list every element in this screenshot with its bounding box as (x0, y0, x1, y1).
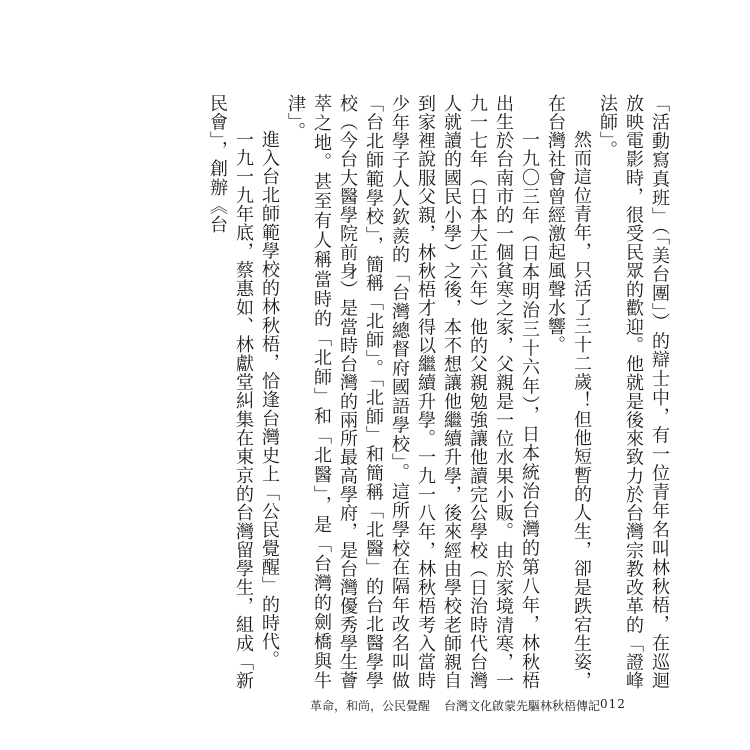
running-chapter-title: 革命，和尚，公民覺醒 (310, 699, 431, 713)
running-book-title: 台灣文化啟蒙先驅林秋梧傳記 (444, 699, 601, 713)
page-footer (0, 697, 750, 717)
paragraph-1: 「活動寫真班」（「美台團」）的辯士中，有一位青年名叫林秋梧，在巡迴放映電影時，很受民眾的歡迎。他就是後來致力於台灣宗教改革的「證峰法師」。 (597, 94, 670, 690)
vertical-text-body (204, 94, 672, 690)
paragraph-4: 進入台北師範學校的林秋梧，恰逢台灣史上「公民覺醒」的時代。 (259, 130, 280, 670)
paragraph-3: 一九〇三年（日本明治三十六年），日本統治台灣的第八年，林秋梧出生於台南市的一個貧寒之家，父親是一位水果小販。由於家境清寒，一九一七年（日本大正六年）他的父親勉強讓他讀完公學校（日治時代台灣人就讀的國民小學）之後，本不想讓他繼續升學，後來經由學校老師親自到家裡說服父親，林秋梧才得以繼續升學。一九一八年，林秋梧考入當時少年學子人人欽羨的「台灣總督府國語學校」。這所學校在隔年改名叫做「台北師範學校」，簡稱「北師」。「北師」和簡稱「北醫」的台北醫學學校（今台大醫學院前身）是當時台灣的兩所最高學府，是台灣優秀學生薈萃之地。甚至有人稱當時的「北師」和「北醫」，是「台灣的劍橋與牛津」。 (285, 94, 540, 690)
page-number: 012 (600, 697, 626, 711)
paragraph-5: 一九一九年底，蔡惠如、林獻堂糾集在東京的台灣留學生，組成「新民會」，創辦《台 (207, 94, 254, 690)
paragraph-2: 然而這位青年，只活了三十二歲！但他短暫的人生，卻是跌宕生姿，在台灣社會曾經激起風聲水響。 (545, 94, 592, 690)
